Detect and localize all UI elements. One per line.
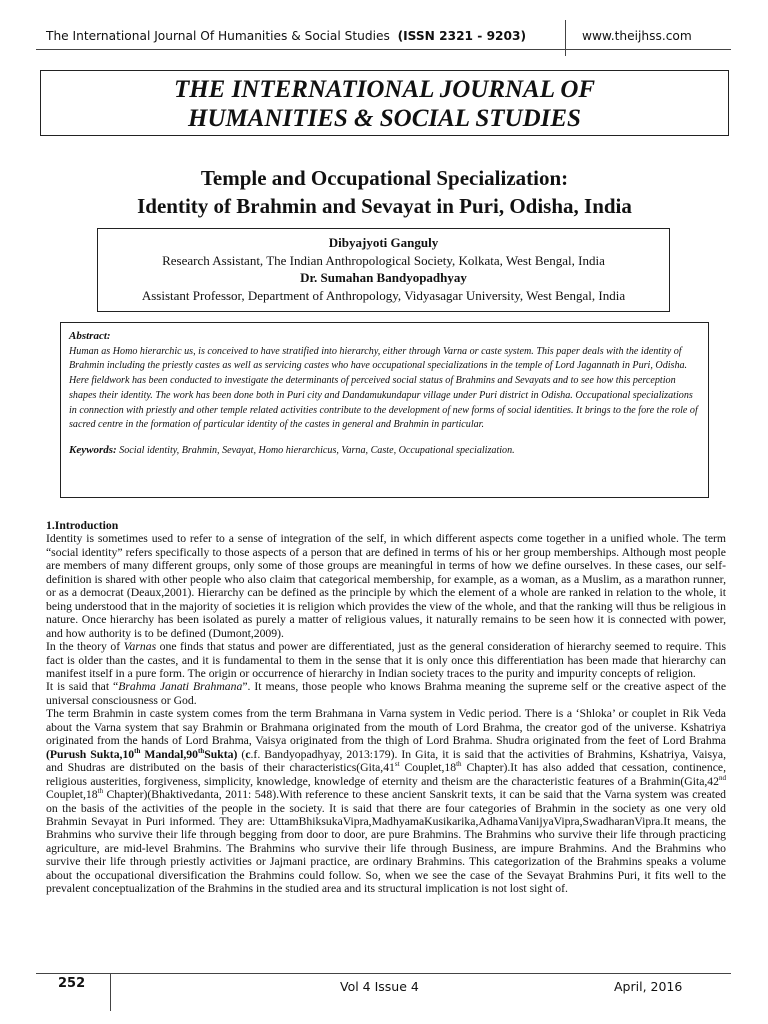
running-header xyxy=(46,29,526,43)
abstract-label: Abstract: xyxy=(69,330,111,342)
page-number: 252 xyxy=(58,976,86,991)
footer-rule xyxy=(36,973,731,974)
paragraph: The term Brahmin in caste system comes from the term Brahmana in Varna system in Vedic period. There is a ‘Shloka’ or couplet in Rik Veda about the Varna system that say Brahmin or Brahmana originated from the mouth of Lord Brahma, the creator god of the universe. Kshatriya originated from the hands of Lord Brahma, Vaisya originated from the thigh of Lord Brahma. Shudra originated from the feet of Lord Brahma (Purush Sukta,10th Mandal,90thSukta) (c.f. Bandyopadhyay, 2013:179). In Gita, it is said that the activities of Brahmins, Kshatriya, Vaisya, and Shudras are distributed on the basis of their characteristics(Gita,41st Couplet,18th Chapter).It has also added that cessation, continence, religious austerities, forgiveness, simplicity, knowledge, knowledge of eternity and theism are the characteristic features of a Brahmin(Gita,42nd Couplet,18th Chapter)(Bhaktivedanta, 2011: 548).With reference to these ancient Sanskrit texts, it can be said that the Varna system was created on the basis of the activities of the people in the society. It is said that there are four categories of Brahmin in the society as one very old Brahmin Sevayat in Puri informed. They are: UttamBhiksukaVipra,MadhyamaKusikarika,AdhamaVanijyaVipra,SwadharanVipra.It means, the Brahmins who survive their life through begging from door to door, are pure Brahmins. The Brahmins who survive their life through practicing agriculture, are mid-level Brahmins. The Brahmins who survive their life through Business, are impure Brahmins. And the Brahmins who survive their life through priestly activities or Jajmani practice, are ordinary Brahmins. This categorization of the Brahmins speaks a volume about the occupational diversification the Brahmins could follow. So, when we see the case of the Sevayat Brahmins Puri, it fits well to the prevalent conceptualization of the Brahmins in the studied area and its structural implication is not lost sight of. xyxy=(46,707,726,896)
keywords-label: Keywords: xyxy=(69,443,117,456)
author-name: Dr. Sumahan Bandyopadhyay xyxy=(300,270,467,285)
masthead-line1: THE INTERNATIONAL JOURNAL OF xyxy=(173,76,596,103)
journal-masthead xyxy=(40,70,729,136)
masthead-line2: HUMANITIES & SOCIAL STUDIES xyxy=(188,105,581,132)
title-line2: Identity of Brahmin and Sevayat in Puri, Odisha, India xyxy=(137,194,632,218)
article-body xyxy=(46,519,726,896)
paragraph: In the theory of Varnas one finds that status and power are differentiated, just as the general consideration of hierarchy seemed to require. This fact is older than the castes, and it is fundamental to them in the sense that it is only once this differentiation has been made that hierarchy can manifest itself in a pure form. The origin or occurrence of hierarchy in Indian society traces to the purity and impurity concepts of religion. xyxy=(46,640,726,680)
abstract-text: Human as Homo hierarchic us, is conceived to have stratified into hierarchy, either through Varna or caste system. This paper deals with the identity of Brahmin including the priestly castes as well as servicing castes who have occupational specializations in the temple of Lord Jagannath in Puri, Odisha. Here fieldwork has been conducted to investigate the determinants of perceived social status of Brahmins and Sevayats and to see how this perception shapes their identity. The work has been done both in Puri city and Dandamukundapur village under Puri district in Odisha. Occupational specializations in connection with priestly and other temple related activities contribute to the development of new forms of social identities. It brings to the fore the role of sacred centre in the formation of particular identity of the castes in general and Brahmin in particular. xyxy=(69,345,698,431)
footer-divider xyxy=(110,973,111,1011)
abstract-box xyxy=(60,322,709,498)
article-title xyxy=(40,164,729,220)
author-affiliation: Assistant Professor, Department of Anthropology, Vidyasagar University, West Bengal, India xyxy=(141,287,626,303)
section-heading: 1.Introduction xyxy=(46,519,119,532)
citation-bold: (Purush Sukta,10th Mandal,90thSukta) xyxy=(46,746,238,761)
header-divider xyxy=(565,20,566,56)
header-rule xyxy=(36,49,731,50)
issn: (ISSN 2321 - 9203) xyxy=(397,29,527,43)
paragraph: It is said that “Brahma Janati Brahmana”. It means, those people who knows Brahma meaning the supreme self or the creative aspect of the universal consciousness or God. xyxy=(46,680,727,707)
author-affiliation: Research Assistant, The Indian Anthropological Society, Kolkata, West Bengal, India xyxy=(162,252,605,268)
website-link[interactable]: www.theijhss.com xyxy=(582,29,692,43)
keywords-text: Social identity, Brahmin, Sevayat, Homo hierarchicus, Varna, Caste, Occupational specialization. xyxy=(119,444,515,456)
author-name: Dibyajyoti Ganguly xyxy=(328,235,439,250)
author-box xyxy=(97,228,670,312)
italic-quote: Brahma Janati Brahmana xyxy=(118,680,243,694)
italic-term: Varnas xyxy=(123,640,157,654)
paragraph: Identity is sometimes used to refer to a sense of integration of the self, in which different aspects come together in a unified whole. The term “social identity” refers specifically to those aspects of a person that are defined in terms of his or her group memberships. Although most people are members of many different groups, only some of those groups are meaningful in terms of how we define ourselves. In these cases, our self-definition is shared with other people who also claim that categorical membership, for example, as a woman, as a Muslim, as a marathon runner, or as a democrat (Deaux,2001). Hierarchy can be defined as the principle by which the element of a whole are ranked in relation to the whole, it being understood that in the majority of societies it is religion which provides the view of the whole, and that the ranking will thus be religious in nature. Once hierarchy has been isolated as purely a matter of religious values, it naturally remains to be seen how it is connected with power, and how authority is to be defined (Dumont,2009). xyxy=(46,532,726,640)
journal-name: The International Journal Of Humanities & Social Studies xyxy=(46,29,390,43)
keywords xyxy=(69,443,700,459)
issue-date: April, 2016 xyxy=(614,979,683,994)
volume-issue: Vol 4 Issue 4 xyxy=(340,979,419,994)
title-line1: Temple and Occupational Specialization: xyxy=(200,166,569,190)
